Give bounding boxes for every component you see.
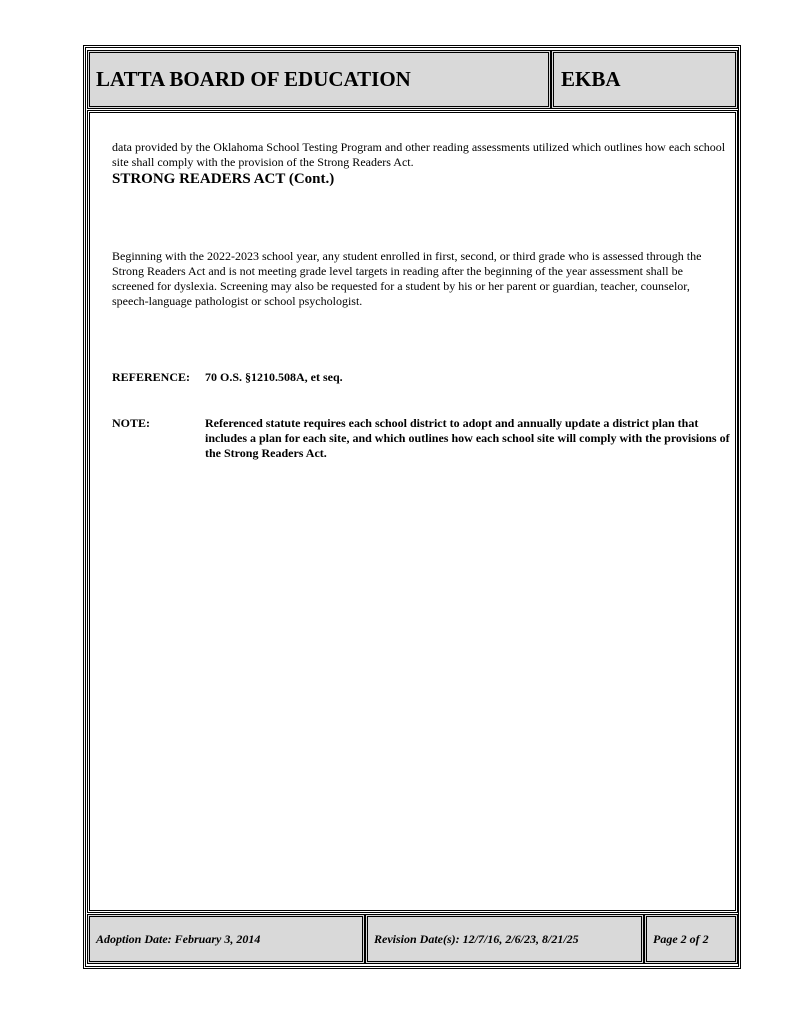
board-title: LATTA BOARD OF EDUCATION: [87, 50, 551, 109]
reference-value: 70 O.S. §1210.508A, et seq.: [205, 370, 343, 384]
dyslexia-screening-paragraph: Beginning with the 2022-2023 school year, any student enrolled in first, second, or third grade who is assessed through the Strong Readers Act and is not meeting grade level targets in reading after the beginning of the year assessment shall be screened for dyslexia. Screening may also be requested for a student by his or her parent or guardian, teacher, counselor, speech-language pathologist or school psychologist.: [112, 249, 702, 308]
note-label: NOTE:: [112, 416, 151, 430]
page-number: Page 2 of 2: [644, 914, 738, 964]
adoption-date: Adoption Date: February 3, 2014: [87, 914, 365, 964]
intro-paragraph: data provided by the Oklahoma School Testing Program and other reading assessments utilized which outlines how each school site shall comply with the provision of the Strong Readers Act.: [112, 140, 726, 169]
section-heading: STRONG READERS ACT (Cont.): [112, 171, 335, 187]
policy-code: EKBA: [551, 50, 738, 109]
reference-label: REFERENCE:: [112, 370, 191, 384]
note-value: Referenced statute requires each school district to adopt and annually update a district plan that includes a plan for each site, and which outlines how each school site will comply with the provisions of the Strong Readers Act.: [205, 416, 730, 460]
revision-dates: Revision Date(s): 12/7/16, 2/6/23, 8/21/25: [365, 914, 644, 964]
document-body: [87, 110, 738, 913]
